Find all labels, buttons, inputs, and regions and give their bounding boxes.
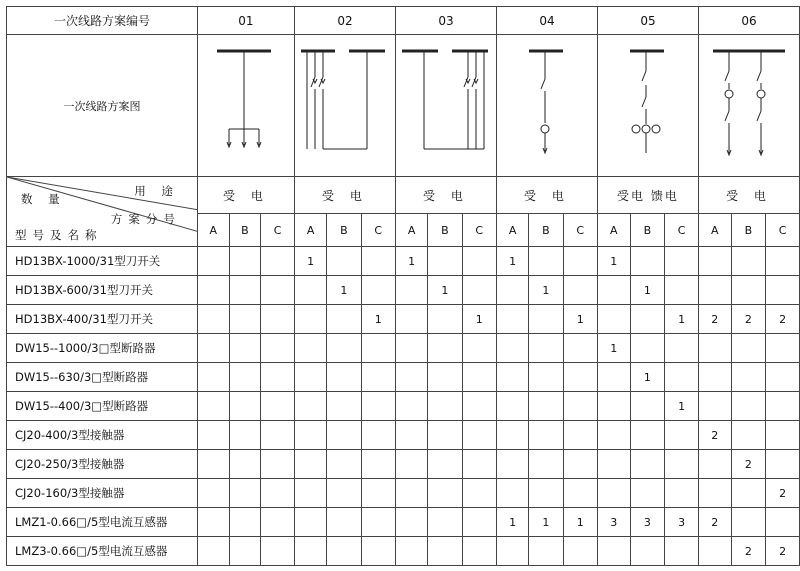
sub-label: B [327, 214, 361, 247]
quantity-cell: 1 [529, 508, 563, 537]
quantity-cell [731, 363, 766, 392]
corner-model-label: 型号及名称 [15, 228, 103, 242]
quantity-cell [462, 392, 496, 421]
quantity-cell [597, 392, 630, 421]
table-row [7, 247, 800, 276]
quantity-cell [395, 305, 427, 334]
quantity-cell [229, 276, 261, 305]
table-row [7, 392, 800, 421]
quantity-cell [261, 421, 295, 450]
table-row [7, 421, 800, 450]
quantity-cell [462, 421, 496, 450]
sub-label: A [496, 214, 528, 247]
quantity-cell [529, 392, 563, 421]
scheme-05: 05 [597, 7, 698, 35]
sub-label: C [361, 214, 395, 247]
quantity-cell [327, 305, 361, 334]
quantity-cell: 1 [597, 334, 630, 363]
quantity-cell [731, 508, 766, 537]
quantity-cell [261, 508, 295, 537]
quantity-cell [294, 363, 326, 392]
scheme-number-row [7, 7, 800, 35]
sub-label: A [197, 214, 229, 247]
corner-subno-label: 方案分号 [110, 212, 181, 226]
quantity-cell [665, 450, 699, 479]
diagram-05 [597, 35, 698, 177]
component-name: CJ20-160/3型接触器 [7, 479, 198, 508]
quantity-cell [462, 276, 496, 305]
quantity-cell [428, 363, 462, 392]
quantity-cell [327, 363, 361, 392]
component-name: LMZ3-0.66□/5型电流互感器 [7, 537, 198, 566]
quantity-cell [428, 450, 462, 479]
quantity-cell [563, 450, 597, 479]
quantity-cell [428, 334, 462, 363]
quantity-cell [395, 479, 427, 508]
quantity-cell [261, 334, 295, 363]
quantity-cell [597, 450, 630, 479]
quantity-cell [529, 479, 563, 508]
quantity-cell [197, 334, 229, 363]
quantity-cell [361, 334, 395, 363]
diagram-01 [197, 35, 294, 177]
quantity-cell [197, 363, 229, 392]
quantity-cell [261, 450, 295, 479]
quantity-cell [563, 392, 597, 421]
quantity-cell [698, 450, 731, 479]
quantity-cell [428, 392, 462, 421]
quantity-cell [294, 537, 326, 566]
quantity-cell [197, 392, 229, 421]
quantity-cell [462, 334, 496, 363]
sub-label: C [261, 214, 295, 247]
quantity-cell [698, 334, 731, 363]
quantity-cell [197, 247, 229, 276]
quantity-cell: 2 [698, 305, 731, 334]
quantity-cell [294, 334, 326, 363]
quantity-cell [361, 508, 395, 537]
quantity-cell [428, 479, 462, 508]
quantity-cell [327, 334, 361, 363]
quantity-cell: 1 [630, 363, 665, 392]
quantity-cell: 1 [563, 508, 597, 537]
quantity-cell [731, 276, 766, 305]
quantity-cell: 1 [597, 247, 630, 276]
quantity-cell [197, 305, 229, 334]
quantity-cell [327, 450, 361, 479]
quantity-cell [529, 247, 563, 276]
table-row [7, 450, 800, 479]
quantity-cell: 1 [665, 305, 699, 334]
use-01: 受 电 [197, 177, 294, 214]
quantity-cell [665, 276, 699, 305]
sub-label: A [294, 214, 326, 247]
quantity-cell: 1 [630, 276, 665, 305]
quantity-cell [261, 363, 295, 392]
scheme-04: 04 [496, 7, 597, 35]
sub-label: B [630, 214, 665, 247]
quantity-cell [698, 276, 731, 305]
quantity-cell [766, 334, 800, 363]
sub-label: C [766, 214, 800, 247]
quantity-cell [496, 392, 528, 421]
quantity-cell [395, 363, 427, 392]
quantity-cell [361, 247, 395, 276]
quantity-cell: 1 [496, 247, 528, 276]
quantity-cell [766, 247, 800, 276]
quantity-cell [294, 508, 326, 537]
quantity-cell [327, 479, 361, 508]
sub-label: B [428, 214, 462, 247]
quantity-cell [428, 247, 462, 276]
quantity-cell [261, 392, 295, 421]
sub-label: C [665, 214, 699, 247]
quantity-cell [630, 421, 665, 450]
table-row [7, 537, 800, 566]
quantity-cell [698, 392, 731, 421]
quantity-cell [597, 276, 630, 305]
quantity-cell [229, 508, 261, 537]
corner-quantity-label: 数 量 [21, 192, 66, 206]
corner-use-label: 用 途 [134, 184, 179, 198]
quantity-cell: 2 [766, 479, 800, 508]
quantity-cell [361, 276, 395, 305]
quantity-cell [395, 421, 427, 450]
quantity-cell [327, 392, 361, 421]
quantity-cell [327, 247, 361, 276]
quantity-cell [496, 421, 528, 450]
quantity-cell [294, 276, 326, 305]
quantity-cell [197, 508, 229, 537]
quantity-cell [563, 363, 597, 392]
component-name: HD13BX-400/31型刀开关 [7, 305, 198, 334]
component-name: CJ20-250/3型接触器 [7, 450, 198, 479]
quantity-cell [361, 363, 395, 392]
quantity-cell [261, 537, 295, 566]
quantity-cell [630, 247, 665, 276]
quantity-cell: 1 [529, 276, 563, 305]
quantity-cell [496, 450, 528, 479]
table-row [7, 363, 800, 392]
table-row [7, 276, 800, 305]
quantity-cell: 1 [563, 305, 597, 334]
quantity-cell [361, 392, 395, 421]
quantity-cell [294, 392, 326, 421]
quantity-cell: 2 [731, 305, 766, 334]
sub-label: A [395, 214, 427, 247]
quantity-cell [229, 334, 261, 363]
quantity-cell [597, 363, 630, 392]
quantity-cell [327, 421, 361, 450]
quantity-cell [597, 479, 630, 508]
quantity-cell [597, 421, 630, 450]
scheme-number-title: 一次线路方案编号 [7, 7, 198, 35]
component-name: LMZ1-0.66□/5型电流互感器 [7, 508, 198, 537]
quantity-cell [327, 508, 361, 537]
quantity-cell [665, 479, 699, 508]
table-row [7, 479, 800, 508]
table-row [7, 334, 800, 363]
quantity-cell [395, 334, 427, 363]
quantity-cell [630, 334, 665, 363]
component-name: CJ20-400/3型接触器 [7, 421, 198, 450]
quantity-cell [462, 508, 496, 537]
quantity-cell [496, 363, 528, 392]
quantity-cell [229, 450, 261, 479]
quantity-cell: 2 [731, 450, 766, 479]
quantity-cell: 1 [294, 247, 326, 276]
quantity-cell [428, 421, 462, 450]
component-name: HD13BX-600/31型刀开关 [7, 276, 198, 305]
quantity-cell [462, 537, 496, 566]
quantity-cell [665, 334, 699, 363]
quantity-cell [630, 450, 665, 479]
quantity-cell [496, 276, 528, 305]
quantity-cell [529, 334, 563, 363]
quantity-cell [597, 537, 630, 566]
quantity-cell [529, 363, 563, 392]
use-05: 受电 馈电 [597, 177, 698, 214]
quantity-cell [229, 363, 261, 392]
quantity-cell: 1 [462, 305, 496, 334]
quantity-cell [229, 421, 261, 450]
scheme-01: 01 [197, 7, 294, 35]
quantity-cell: 1 [361, 305, 395, 334]
quantity-cell [731, 334, 766, 363]
sub-label: A [698, 214, 731, 247]
quantity-cell [563, 537, 597, 566]
quantity-cell [496, 537, 528, 566]
use-06: 受 电 [698, 177, 799, 214]
quantity-cell [698, 537, 731, 566]
quantity-cell [462, 450, 496, 479]
sub-label: C [462, 214, 496, 247]
quantity-cell: 2 [698, 508, 731, 537]
quantity-cell [766, 508, 800, 537]
quantity-cell [361, 421, 395, 450]
quantity-cell [261, 276, 295, 305]
quantity-cell: 1 [395, 247, 427, 276]
quantity-cell [395, 508, 427, 537]
sub-label: A [597, 214, 630, 247]
use-row [7, 177, 800, 214]
quantity-cell [529, 421, 563, 450]
quantity-cell [462, 363, 496, 392]
scheme-table [6, 6, 800, 566]
table-row [7, 305, 800, 334]
quantity-cell: 1 [428, 276, 462, 305]
quantity-cell [428, 508, 462, 537]
quantity-cell [261, 479, 295, 508]
quantity-cell [197, 276, 229, 305]
quantity-cell [229, 392, 261, 421]
quantity-cell [229, 479, 261, 508]
quantity-cell [361, 479, 395, 508]
quantity-cell [229, 537, 261, 566]
diagram-03 [395, 35, 496, 177]
sub-label: C [563, 214, 597, 247]
quantity-cell: 1 [327, 276, 361, 305]
quantity-cell [496, 305, 528, 334]
component-name: DW15--400/3□型断路器 [7, 392, 198, 421]
quantity-cell [294, 479, 326, 508]
quantity-cell [261, 305, 295, 334]
quantity-cell [630, 479, 665, 508]
quantity-cell [665, 537, 699, 566]
quantity-cell [197, 421, 229, 450]
component-name: DW15--1000/3□型断路器 [7, 334, 198, 363]
quantity-cell [766, 421, 800, 450]
quantity-cell [597, 305, 630, 334]
quantity-cell [529, 305, 563, 334]
quantity-cell [563, 334, 597, 363]
quantity-cell [197, 479, 229, 508]
sub-label: B [229, 214, 261, 247]
quantity-cell [294, 421, 326, 450]
quantity-cell [197, 537, 229, 566]
table-row [7, 508, 800, 537]
quantity-cell [698, 247, 731, 276]
quantity-cell: 2 [766, 305, 800, 334]
quantity-cell [197, 450, 229, 479]
quantity-cell: 3 [630, 508, 665, 537]
quantity-cell: 3 [665, 508, 699, 537]
quantity-cell: 1 [496, 508, 528, 537]
quantity-cell [229, 305, 261, 334]
quantity-cell [766, 392, 800, 421]
quantity-cell [698, 479, 731, 508]
quantity-cell [630, 392, 665, 421]
quantity-cell [563, 247, 597, 276]
quantity-cell [563, 276, 597, 305]
quantity-cell [665, 421, 699, 450]
quantity-cell [395, 392, 427, 421]
scheme-02: 02 [294, 7, 395, 35]
quantity-cell [563, 421, 597, 450]
quantity-cell [462, 479, 496, 508]
quantity-cell [496, 334, 528, 363]
use-02: 受 电 [294, 177, 395, 214]
quantity-cell [261, 247, 295, 276]
quantity-cell [766, 450, 800, 479]
quantity-cell [462, 247, 496, 276]
quantity-cell [496, 479, 528, 508]
component-name: HD13BX-1000/31型刀开关 [7, 247, 198, 276]
quantity-cell [294, 305, 326, 334]
quantity-cell [529, 450, 563, 479]
diagram-row [7, 35, 800, 177]
quantity-cell: 2 [731, 537, 766, 566]
quantity-cell [766, 363, 800, 392]
quantity-cell: 3 [597, 508, 630, 537]
quantity-cell [630, 537, 665, 566]
quantity-cell [665, 363, 699, 392]
scheme-06: 06 [698, 7, 799, 35]
quantity-cell [731, 421, 766, 450]
header-corner-cell [7, 177, 198, 247]
quantity-cell [294, 450, 326, 479]
quantity-cell [428, 537, 462, 566]
quantity-cell: 1 [665, 392, 699, 421]
quantity-cell [395, 537, 427, 566]
quantity-cell: 2 [766, 537, 800, 566]
quantity-cell [529, 537, 563, 566]
data-body [7, 247, 800, 566]
quantity-cell [229, 247, 261, 276]
diagram-02 [294, 35, 395, 177]
quantity-cell [327, 537, 361, 566]
quantity-cell [698, 363, 731, 392]
quantity-cell [428, 305, 462, 334]
quantity-cell [395, 276, 427, 305]
use-03: 受 电 [395, 177, 496, 214]
quantity-cell [665, 247, 699, 276]
diagram-title: 一次线路方案图 [7, 35, 198, 177]
use-04: 受 电 [496, 177, 597, 214]
quantity-cell [395, 450, 427, 479]
quantity-cell [731, 392, 766, 421]
sub-label: B [731, 214, 766, 247]
quantity-cell: 2 [698, 421, 731, 450]
quantity-cell [766, 276, 800, 305]
quantity-cell [630, 305, 665, 334]
scheme-03: 03 [395, 7, 496, 35]
sub-label: B [529, 214, 563, 247]
diagram-04 [496, 35, 597, 177]
quantity-cell [361, 537, 395, 566]
component-name: DW15--630/3□型断路器 [7, 363, 198, 392]
quantity-cell [361, 450, 395, 479]
quantity-cell [731, 479, 766, 508]
quantity-cell [563, 479, 597, 508]
diagram-06 [698, 35, 799, 177]
quantity-cell [731, 247, 766, 276]
